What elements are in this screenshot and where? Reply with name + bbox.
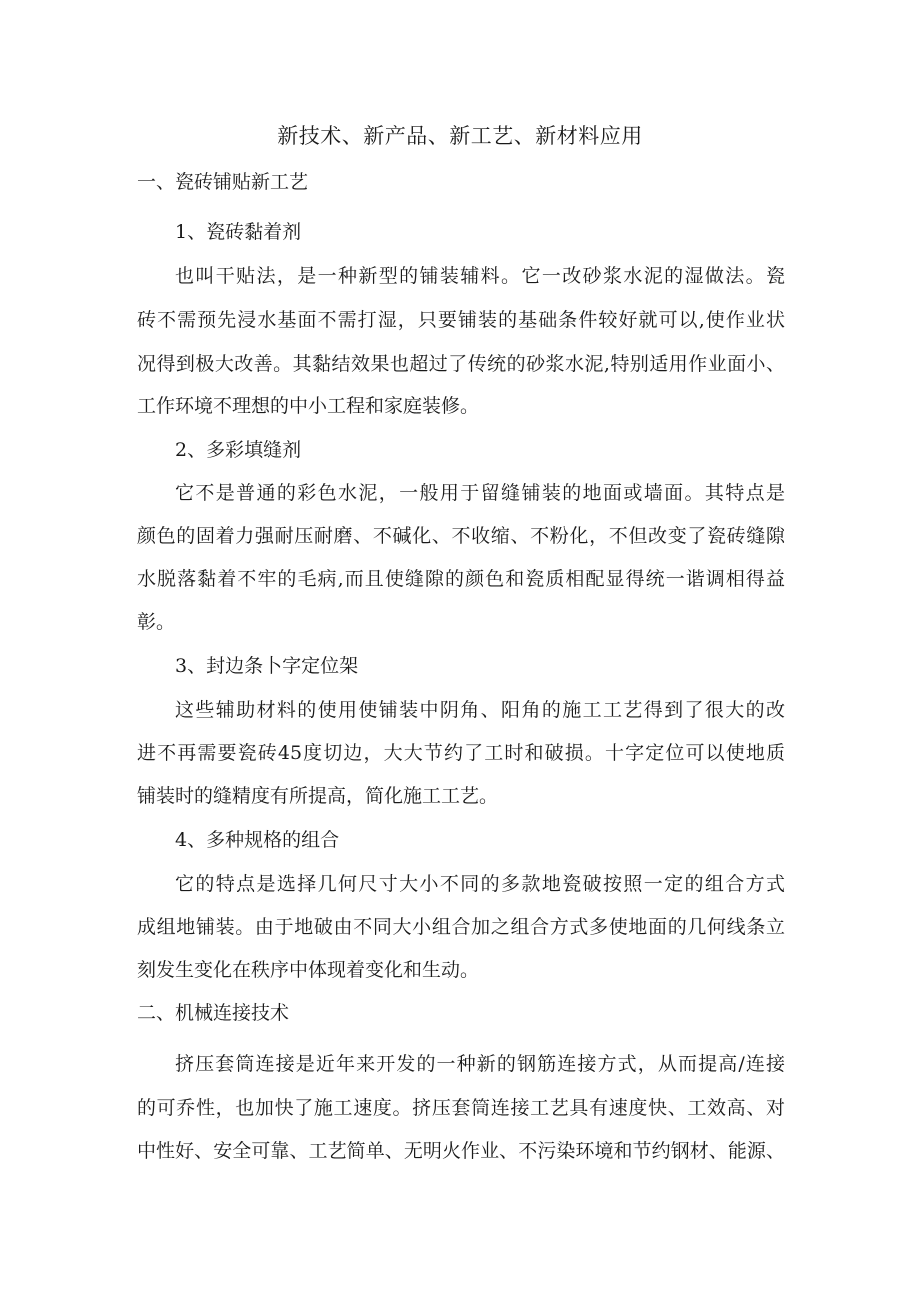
section-1-heading: 一、瓷砖铺贴新工艺 [137,171,309,193]
item-3-heading: 3、封边条卜字定位架 [175,655,359,677]
item-4-heading: 4、多种规格的组合 [175,829,340,851]
paragraph-line: 彰。 [137,611,176,633]
paragraph-line: 铺装时的缝精度有所提高，简化施工工艺。 [137,785,499,807]
paragraph-line: 进不再需要瓷砖45度切边，大大节约了工时和破损。十字定位可以使地质 [137,742,785,764]
paragraph-line: 成组地铺装。由于地破由不同大小组合加之组合方式多使地面的几何线条立 [137,916,785,938]
paragraph-line: 中性好、安全可靠、工艺简单、无明火作业、不污染环境和节约钢材、能源、 [137,1140,785,1162]
document-title: 新技术、新产品、新工艺、新材料应用 [277,124,643,148]
paragraph-line: 它的特点是选择几何尺寸大小不同的多款地瓷破按照一定的组合方式 [175,873,785,895]
paragraph-line: 的可乔性，也加快了施工速度。挤压套筒连接工艺具有速度快、工效高、对 [137,1097,785,1119]
paragraph-line: 挤压套筒连接是近年来开发的一种新的钢筋连接方式，从而提高/连接 [175,1053,785,1075]
paragraph-line: 也叫干贴法，是一种新型的铺装辅料。它一改砂浆水泥的湿做法。瓷 [175,265,785,287]
paragraph-line: 刻发生变化在秩序中体现着变化和生动。 [137,959,480,981]
paragraph-line: 砖不需预先浸水基面不需打湿，只要铺装的基础条件较好就可以,使作业状 [137,309,785,331]
paragraph-line: 况得到极大改善。其黏结效果也超过了传统的砂浆水泥,特别适用作业面小、 [137,353,785,375]
item-1-heading: 1、瓷砖黏着剂 [175,221,302,243]
paragraph-line: 这些辅助材料的使用使铺装中阴角、阳角的施工工艺得到了很大的改 [175,699,785,721]
section-2-heading: 二、机械连接技术 [137,1002,290,1024]
paragraph-line: 工作环境不理想的中小工程和家庭装修。 [137,395,480,417]
paragraph-line: 它不是普通的彩色水泥，一般用于留缝铺装的地面或墙面。其特点是 [175,482,785,504]
paragraph-line: 颜色的固着力强耐压耐磨、不碱化、不收缩、不粉化，不但改变了瓷砖缝隙 [137,525,785,547]
paragraph-line: 水脱落黏着不牢的毛病,而且使缝隙的颜色和瓷质相配显得统一谐调相得益 [137,568,785,590]
item-2-heading: 2、多彩填缝剂 [175,439,302,461]
